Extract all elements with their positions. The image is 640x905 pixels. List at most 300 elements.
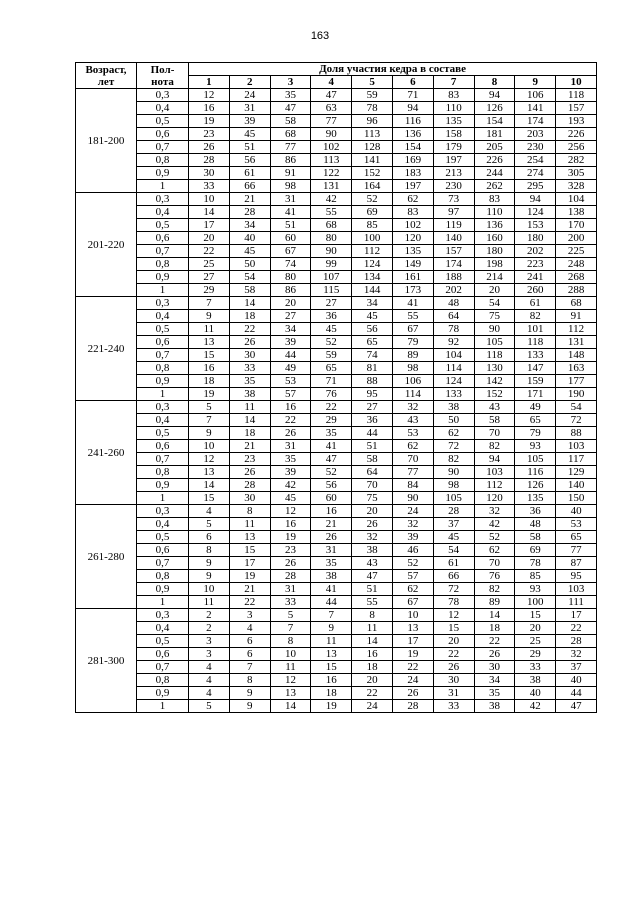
value-cell: 40 [556,505,597,518]
value-cell: 80 [311,232,352,245]
value-cell: 62 [474,544,515,557]
value-cell: 11 [229,401,270,414]
value-cell: 120 [474,492,515,505]
value-cell: 328 [556,180,597,193]
table-row [76,557,597,570]
density-cell: 0,6 [137,336,189,349]
value-cell: 12 [433,609,474,622]
value-cell: 23 [189,128,230,141]
value-cell: 100 [352,232,393,245]
value-cell: 67 [270,245,311,258]
value-cell: 32 [474,505,515,518]
value-cell: 268 [556,271,597,284]
table-row [76,362,597,375]
value-cell: 20 [352,505,393,518]
table-row [76,635,597,648]
value-cell: 83 [392,206,433,219]
value-cell: 114 [392,388,433,401]
value-cell: 305 [556,167,597,180]
value-cell: 16 [311,674,352,687]
value-cell: 122 [311,167,352,180]
value-cell: 5 [189,401,230,414]
value-cell: 55 [311,206,352,219]
age-group-cell: 221-240 [76,297,137,401]
value-cell: 10 [189,583,230,596]
value-cell: 45 [311,323,352,336]
value-cell: 9 [189,427,230,440]
value-cell: 36 [311,310,352,323]
density-cell: 0,6 [137,440,189,453]
value-cell: 39 [270,466,311,479]
value-cell: 118 [556,89,597,102]
value-cell: 72 [433,583,474,596]
value-cell: 56 [311,479,352,492]
value-cell: 33 [515,661,556,674]
value-cell: 31 [270,193,311,206]
value-cell: 5 [270,609,311,622]
value-cell: 140 [556,479,597,492]
value-cell: 111 [556,596,597,609]
value-cell: 26 [229,336,270,349]
value-cell: 40 [556,674,597,687]
value-cell: 55 [392,310,433,323]
density-cell: 0,5 [137,531,189,544]
value-cell: 65 [352,336,393,349]
table-row [76,219,597,232]
value-cell: 8 [229,505,270,518]
density-cell: 0,7 [137,141,189,154]
value-cell: 65 [311,362,352,375]
value-cell: 157 [433,245,474,258]
value-cell: 30 [474,661,515,674]
value-cell: 112 [556,323,597,336]
value-cell: 88 [556,427,597,440]
value-cell: 164 [352,180,393,193]
value-cell: 61 [433,557,474,570]
value-cell: 6 [229,635,270,648]
value-cell: 262 [474,180,515,193]
density-column-header [137,63,189,89]
table-row [76,570,597,583]
value-cell: 7 [229,661,270,674]
value-cell: 288 [556,284,597,297]
age-group-cell: 261-280 [76,505,137,609]
value-cell: 157 [556,102,597,115]
value-cell: 181 [474,128,515,141]
value-cell: 140 [433,232,474,245]
value-cell: 180 [515,232,556,245]
value-cell: 38 [515,674,556,687]
value-cell: 47 [311,89,352,102]
value-cell: 38 [352,544,393,557]
value-cell: 17 [229,557,270,570]
value-cell: 68 [556,297,597,310]
value-cell: 14 [189,479,230,492]
value-cell: 75 [474,310,515,323]
table-row [76,245,597,258]
table-row [76,453,597,466]
value-cell: 9 [229,700,270,713]
value-cell: 33 [229,362,270,375]
density-cell: 0,8 [137,570,189,583]
value-cell: 57 [270,388,311,401]
value-cell: 213 [433,167,474,180]
value-cell: 26 [352,518,393,531]
value-cell: 103 [474,466,515,479]
table-row [76,375,597,388]
value-cell: 8 [352,609,393,622]
value-cell: 117 [556,453,597,466]
value-cell: 49 [270,362,311,375]
page-number: 163 [310,30,330,42]
value-cell: 26 [311,531,352,544]
value-cell: 14 [474,609,515,622]
value-cell: 24 [392,505,433,518]
table-row [76,505,597,518]
value-cell: 10 [189,193,230,206]
table-row [76,622,597,635]
value-cell: 49 [515,401,556,414]
value-cell: 54 [433,544,474,557]
value-cell: 105 [515,453,556,466]
value-cell: 11 [189,596,230,609]
value-cell: 119 [433,219,474,232]
value-cell: 36 [352,414,393,427]
value-cell: 44 [270,349,311,362]
value-cell: 83 [474,193,515,206]
share-column-header: 9 [515,76,556,89]
share-column-header: 4 [311,76,352,89]
value-cell: 24 [229,89,270,102]
value-cell: 68 [270,128,311,141]
density-cell: 0,4 [137,518,189,531]
value-cell: 45 [229,128,270,141]
value-cell: 65 [515,414,556,427]
value-cell: 35 [311,557,352,570]
density-cell: 1 [137,180,189,193]
value-cell: 22 [474,635,515,648]
table-row [76,310,597,323]
value-cell: 21 [229,193,270,206]
density-cell: 0,3 [137,401,189,414]
value-cell: 15 [515,609,556,622]
density-cell: 0,9 [137,583,189,596]
value-cell: 47 [556,700,597,713]
value-cell: 29 [311,414,352,427]
value-cell: 50 [229,258,270,271]
value-cell: 93 [515,583,556,596]
value-cell: 131 [556,336,597,349]
value-cell: 76 [311,388,352,401]
value-cell: 82 [515,310,556,323]
value-cell: 183 [392,167,433,180]
table-row [76,180,597,193]
value-cell: 48 [515,518,556,531]
table-row [76,154,597,167]
value-cell: 35 [229,375,270,388]
value-cell: 17 [392,635,433,648]
table-row [76,232,597,245]
table-row [76,336,597,349]
value-cell: 179 [433,141,474,154]
value-cell: 101 [515,323,556,336]
value-cell: 27 [270,310,311,323]
value-cell: 136 [392,128,433,141]
value-cell: 41 [270,206,311,219]
value-cell: 152 [474,388,515,401]
table-row [76,206,597,219]
value-cell: 103 [556,583,597,596]
value-cell: 135 [392,245,433,258]
value-cell: 10 [392,609,433,622]
density-cell: 0,4 [137,622,189,635]
value-cell: 28 [270,570,311,583]
value-cell: 138 [556,206,597,219]
value-cell: 19 [229,570,270,583]
value-cell: 48 [433,297,474,310]
value-cell: 32 [556,648,597,661]
value-cell: 56 [352,323,393,336]
value-cell: 133 [515,349,556,362]
value-cell: 22 [270,414,311,427]
value-cell: 33 [270,596,311,609]
density-cell: 0,3 [137,193,189,206]
value-cell: 15 [189,349,230,362]
value-cell: 29 [189,284,230,297]
value-cell: 14 [270,700,311,713]
value-cell: 5 [189,700,230,713]
value-cell: 20 [515,622,556,635]
value-cell: 10 [270,648,311,661]
value-cell: 254 [515,154,556,167]
value-cell: 33 [433,700,474,713]
value-cell: 52 [474,531,515,544]
value-cell: 94 [515,193,556,206]
value-cell: 16 [352,648,393,661]
value-cell: 84 [392,479,433,492]
value-cell: 32 [352,531,393,544]
value-cell: 85 [515,570,556,583]
density-cell: 0,3 [137,89,189,102]
value-cell: 67 [392,323,433,336]
density-cell: 0,3 [137,609,189,622]
value-cell: 39 [392,531,433,544]
value-cell: 4 [189,687,230,700]
density-cell: 0,6 [137,232,189,245]
value-cell: 88 [352,375,393,388]
value-cell: 44 [311,596,352,609]
value-cell: 62 [433,427,474,440]
value-cell: 14 [189,206,230,219]
value-cell: 20 [352,674,393,687]
age-header-line1: Возраст, [85,63,127,76]
value-cell: 70 [474,427,515,440]
value-cell: 77 [270,141,311,154]
value-cell: 42 [311,193,352,206]
table-row [76,141,597,154]
table-row [76,687,597,700]
value-cell: 149 [392,258,433,271]
value-cell: 44 [556,687,597,700]
value-cell: 43 [474,401,515,414]
density-cell: 0,3 [137,297,189,310]
value-cell: 33 [189,180,230,193]
value-cell: 26 [433,661,474,674]
value-cell: 56 [229,154,270,167]
value-cell: 28 [229,479,270,492]
value-cell: 274 [515,167,556,180]
value-cell: 18 [189,375,230,388]
value-cell: 54 [229,271,270,284]
value-cell: 27 [189,271,230,284]
value-cell: 40 [515,687,556,700]
age-group-cell: 241-260 [76,401,137,505]
value-cell: 64 [352,466,393,479]
value-cell: 62 [392,440,433,453]
density-cell: 0,8 [137,154,189,167]
value-cell: 70 [392,453,433,466]
value-cell: 65 [556,531,597,544]
value-cell: 38 [229,388,270,401]
value-cell: 8 [189,544,230,557]
density-header-line1: Пол- [150,63,175,76]
value-cell: 77 [311,115,352,128]
value-cell: 7 [311,609,352,622]
value-cell: 87 [556,557,597,570]
value-cell: 96 [352,115,393,128]
value-cell: 63 [311,102,352,115]
value-cell: 174 [515,115,556,128]
value-cell: 11 [189,323,230,336]
value-cell: 116 [515,466,556,479]
value-cell: 27 [311,297,352,310]
value-cell: 19 [189,388,230,401]
share-column-header: 3 [270,76,311,89]
table-row [76,427,597,440]
value-cell: 226 [474,154,515,167]
value-cell: 51 [352,583,393,596]
value-cell: 19 [270,531,311,544]
value-cell: 16 [311,505,352,518]
value-cell: 13 [311,648,352,661]
value-cell: 71 [311,375,352,388]
value-cell: 103 [556,440,597,453]
value-cell: 25 [515,635,556,648]
value-cell: 113 [311,154,352,167]
density-cell: 0,4 [137,102,189,115]
value-cell: 203 [515,128,556,141]
value-cell: 82 [474,583,515,596]
value-cell: 169 [392,154,433,167]
value-cell: 244 [474,167,515,180]
value-cell: 98 [270,180,311,193]
value-cell: 248 [556,258,597,271]
value-cell: 86 [270,154,311,167]
table-row [76,466,597,479]
value-cell: 35 [270,453,311,466]
value-cell: 9 [189,570,230,583]
density-cell: 1 [137,596,189,609]
value-cell: 16 [189,102,230,115]
value-cell: 104 [433,349,474,362]
value-cell: 13 [392,622,433,635]
value-cell: 41 [392,297,433,310]
value-cell: 54 [474,297,515,310]
table-row [76,479,597,492]
density-cell: 0,6 [137,544,189,557]
value-cell: 53 [392,427,433,440]
value-cell: 15 [311,661,352,674]
value-cell: 64 [433,310,474,323]
value-cell: 197 [433,154,474,167]
value-cell: 230 [433,180,474,193]
value-cell: 116 [392,115,433,128]
value-cell: 16 [189,362,230,375]
value-cell: 85 [352,219,393,232]
value-cell: 21 [311,518,352,531]
table-row [76,609,597,622]
value-cell: 89 [392,349,433,362]
value-cell: 104 [556,193,597,206]
value-cell: 9 [189,310,230,323]
value-cell: 28 [189,154,230,167]
value-cell: 30 [433,674,474,687]
value-cell: 11 [270,661,311,674]
value-cell: 45 [433,531,474,544]
table-row [76,323,597,336]
value-cell: 62 [392,583,433,596]
value-cell: 110 [433,102,474,115]
value-cell: 78 [515,557,556,570]
value-cell: 97 [433,206,474,219]
value-cell: 241 [515,271,556,284]
value-cell: 105 [433,492,474,505]
value-cell: 75 [352,492,393,505]
value-cell: 20 [270,297,311,310]
value-cell: 13 [189,466,230,479]
value-cell: 52 [311,466,352,479]
value-cell: 15 [229,544,270,557]
value-cell: 52 [311,336,352,349]
value-cell: 202 [433,284,474,297]
share-column-header: 7 [433,76,474,89]
value-cell: 82 [474,440,515,453]
value-cell: 99 [311,258,352,271]
value-cell: 12 [189,453,230,466]
value-cell: 51 [270,219,311,232]
value-cell: 17 [189,219,230,232]
value-cell: 3 [229,609,270,622]
table-row [76,102,597,115]
value-cell: 202 [515,245,556,258]
value-cell: 5 [189,518,230,531]
table-row [76,128,597,141]
density-cell: 0,5 [137,219,189,232]
value-cell: 20 [474,284,515,297]
value-cell: 74 [352,349,393,362]
value-cell: 31 [433,687,474,700]
value-cell: 17 [556,609,597,622]
value-cell: 118 [474,349,515,362]
value-cell: 22 [352,687,393,700]
value-cell: 90 [311,245,352,258]
value-cell: 98 [392,362,433,375]
value-cell: 38 [433,401,474,414]
value-cell: 112 [352,245,393,258]
value-cell: 37 [433,518,474,531]
value-cell: 13 [189,336,230,349]
value-cell: 3 [189,648,230,661]
